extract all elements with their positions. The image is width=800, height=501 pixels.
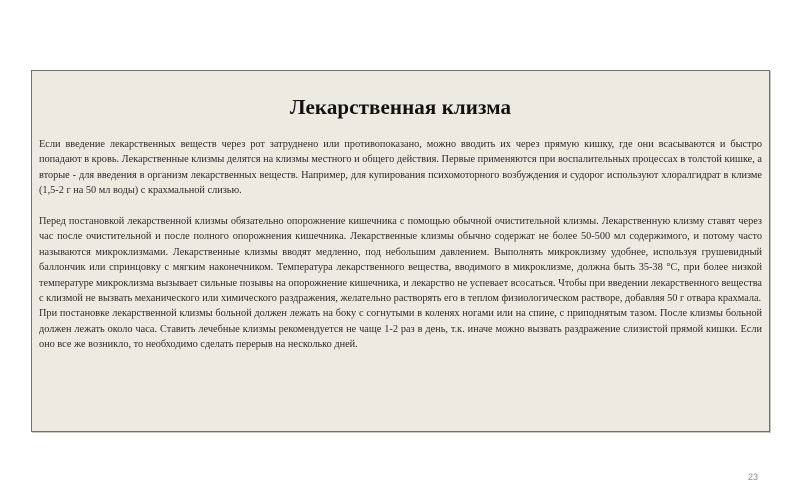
paragraph-1: Если введение лекарственных веществ через рот затруднено или противопоказано, можно вводить их через прямую кишку, где они всасываются и быстро попадают в кровь. Лекарственные клизмы делятся на клизмы местного и общего действия. Первые применяются при воспалительных процессах в толстой кишке, а вторые - для введения в организм лекарственных веществ. Например, для купирования психомоторного возбуждения и судорог используют хлоралгидрат в клизме (1,5-2 г на 50 мл воды) с крахмальной слизью. bbox=[39, 139, 762, 197]
slide-body bbox=[39, 137, 762, 353]
content-panel bbox=[31, 70, 770, 432]
slide-title: Лекарственная клизма bbox=[289, 95, 512, 119]
paragraph-3: При постановке лекарственной клизмы больной должен лежать на боку с согнутыми в коленях ногами или на спине, с приподнятым тазом. После клизмы больной должен лежать около часа. Ставить лечебные клизмы рекомендуется не чаще 1-2 раз в день, т.к. иначе можно вызвать раздражение слизистой прямой кишки. Если оно все же возникло, то необходимо сделать перерыв на несколько дней. bbox=[39, 308, 762, 351]
paragraph-2: Перед постановкой лекарственной клизмы обязательно опорожнение кишечника с помощью обычной очистительной клизмы. Лекарственную клизму ставят через час после очистительной и после полного опорожнения кишечника. Лекарственные клизмы обычно содержат не более 50-500 мл содержимого, и потому часто называются микроклизмами. Лекарственные клизмы вводят медленно, под небольшим давлением. Выполнять микроклизму удобнее, используя грушевидный баллончик или спринцовку с мягким наконечником. Температура лекарственного вещества, вводимого в микроклизме, должна быть 35-38 °С, при более низкой температуре микроклизма вызывает сильные позывы на опорожнение кишечника, и лекарство не успевает всосаться. Чтобы при введении лекарственного вещества с клизмой не вызвать механического или химического раздражения, желательно растворять его в теплом физиологическом растворе, добавляя 50 г отвара крахмала. bbox=[39, 216, 762, 305]
page-number: 23 bbox=[747, 472, 758, 482]
